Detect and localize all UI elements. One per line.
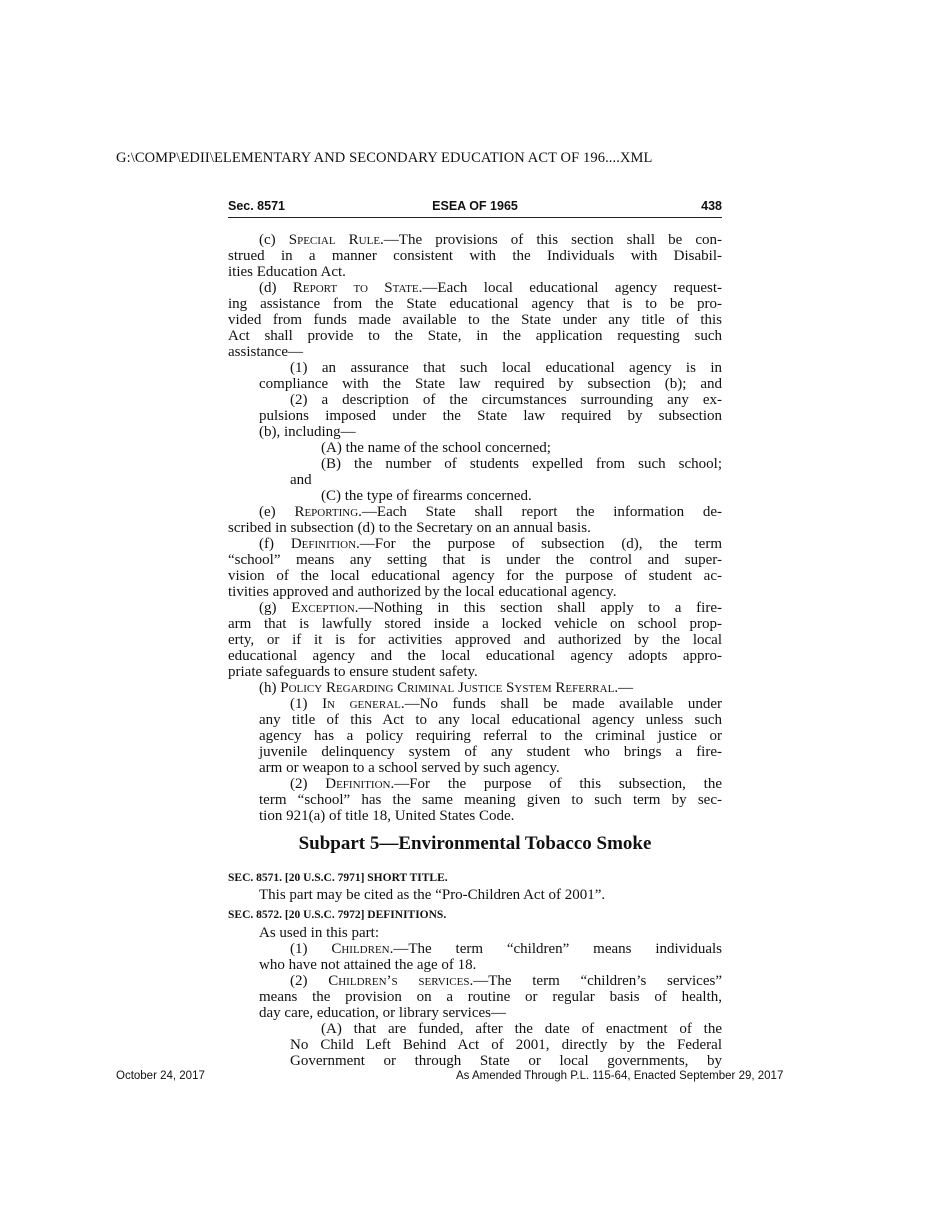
text-line: erty, or if it is for activities approved and authorized by the local	[228, 632, 722, 648]
text-line: vided from funds made available to the State under any title of this	[228, 312, 722, 328]
text-line: juvenile delinquency system of any student who brings a fire-	[259, 744, 722, 760]
text-line: (2) Children’s services.—The term “children’s services”	[290, 973, 722, 989]
section-8572-text	[228, 925, 722, 1069]
text-line: priate safeguards to ensure student safety.	[228, 664, 478, 680]
header-page-number: 438	[701, 199, 722, 213]
text-line: (e) Reporting.—Each State shall report the information de-	[259, 504, 722, 520]
text-line: As used in this part:	[259, 925, 379, 941]
text-line: any title of this Act to any local educational agency unless such	[259, 712, 722, 728]
text-line: ing assistance from the State educational agency that is to be pro-	[228, 296, 722, 312]
section-8571-text	[228, 887, 722, 903]
text-line: (C) the type of firearms concerned.	[321, 488, 532, 504]
text-line: day care, education, or library services—	[259, 1005, 506, 1021]
text-line: tivities approved and authorized by the local educational agency.	[228, 584, 617, 600]
text-line: (d) Report to State.—Each local educational agency request-	[259, 280, 722, 296]
text-line: pulsions imposed under the State law required by subsection	[259, 408, 722, 424]
text-line: agency has a policy requiring referral to the criminal justice or	[259, 728, 722, 744]
text-line: (b), including—	[259, 424, 356, 440]
text-line: means the provision on a routine or regular basis of health,	[259, 989, 722, 1005]
text-line: tion 921(a) of title 18, United States Code.	[259, 808, 515, 824]
text-line: (2) a description of the circumstances surrounding any ex-	[290, 392, 722, 408]
text-line: (B) the number of students expelled from such school;	[321, 456, 722, 472]
text-line: Government or through State or local governments, by	[290, 1053, 722, 1069]
text-line: (f) Definition.—For the purpose of subsection (d), the term	[259, 536, 722, 552]
text-line: (g) Exception.—Nothing in this section shall apply to a fire-	[259, 600, 722, 616]
footer-amended: As Amended Through P.L. 115-64, Enacted September 29, 2017	[456, 1070, 784, 1082]
text-line: compliance with the State law required by subsection (b); and	[259, 376, 722, 392]
text-line: “school” means any setting that is under the control and super-	[228, 552, 722, 568]
main-text	[228, 232, 722, 824]
text-line: assistance—	[228, 344, 303, 360]
subpart-heading: Subpart 5—Environmental Tobacco Smoke	[298, 833, 652, 854]
text-line: (1) an assurance that such local educational agency is in	[290, 360, 722, 376]
section-heading-8571: SEC. 8571. [20 U.S.C. 7971] SHORT TITLE.	[228, 872, 448, 884]
text-line: scribed in subsection (d) to the Secretary on an annual basis.	[228, 520, 591, 536]
running-header	[228, 197, 722, 218]
text-line: (A) that are funded, after the date of enactment of the	[321, 1021, 722, 1037]
header-section: Sec. 8571	[228, 199, 285, 213]
header-title: ESEA OF 1965	[432, 199, 518, 213]
text-line: arm or weapon to a school served by such agency.	[259, 760, 560, 776]
text-line: (c) Special Rule.—The provisions of this section shall be con-	[259, 232, 722, 248]
text-line: (2) Definition.—For the purpose of this subsection, the	[290, 776, 722, 792]
footer-date: October 24, 2017	[116, 1070, 205, 1082]
text-line: This part may be cited as the “Pro-Children Act of 2001”.	[259, 887, 606, 903]
text-line: (1) Children.—The term “children” means individuals	[290, 941, 722, 957]
text-line: (h) Policy Regarding Criminal Justice System Referral.—	[259, 680, 634, 696]
text-line: and	[290, 472, 312, 488]
text-line: educational agency and the local educational agency adopts appro-	[228, 648, 722, 664]
text-line: ities Education Act.	[228, 264, 346, 280]
section-heading-8572: SEC. 8572. [20 U.S.C. 7972] DEFINITIONS.	[228, 909, 447, 921]
text-line: (A) the name of the school concerned;	[321, 440, 551, 456]
text-line: Act shall provide to the State, in the application requesting such	[228, 328, 722, 344]
file-path: G:\COMP\EDII\ELEMENTARY AND SECONDARY EDUCATION ACT OF 196....XML	[116, 150, 653, 166]
text-line: vision of the local educational agency for the purpose of student ac-	[228, 568, 722, 584]
text-line: who have not attained the age of 18.	[259, 957, 477, 973]
text-line: No Child Left Behind Act of 2001, directly by the Federal	[290, 1037, 722, 1053]
text-line: strued in a manner consistent with the Individuals with Disabil-	[228, 248, 722, 264]
text-line: (1) In general.—No funds shall be made available under	[290, 696, 722, 712]
text-line: term “school” has the same meaning given to such term by sec-	[259, 792, 722, 808]
text-line: arm that is lawfully stored inside a locked vehicle on school prop-	[228, 616, 722, 632]
